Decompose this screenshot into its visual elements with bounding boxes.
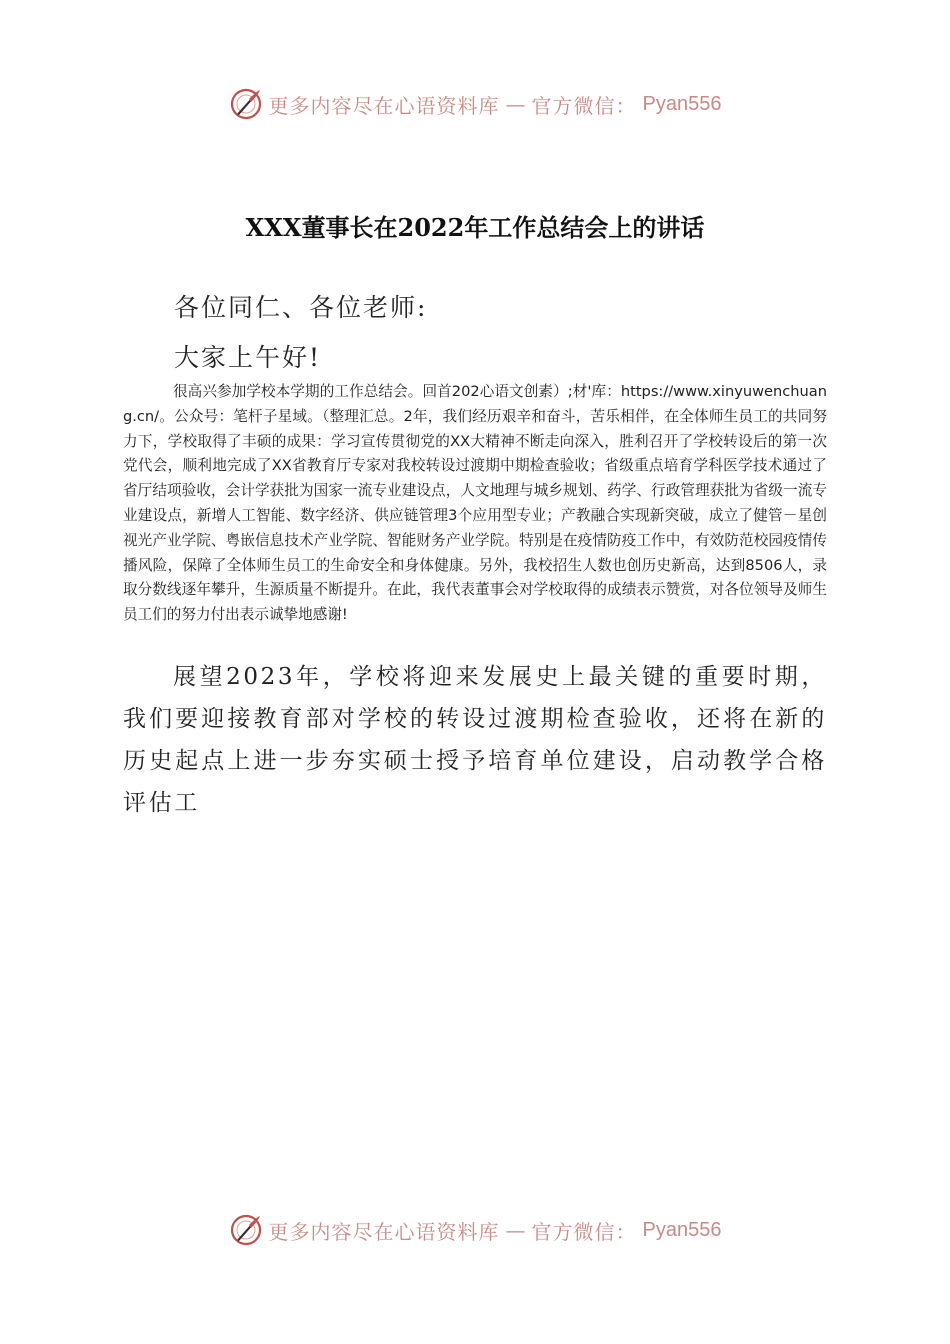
banner-separator: — [505,1218,526,1242]
quill-pen-circle-icon [229,87,263,121]
footer-banner [0,1210,950,1250]
banner-separator: — [505,92,526,116]
greeting-line-2: 大家上午好! [174,343,322,372]
banner-contact-id: Pyan556 [642,92,722,115]
banner-contact-label: 官方微信： [531,93,637,118]
quill-pen-circle-icon [229,1213,263,1247]
body-paragraph-1: 很高兴参加学校本学期的工作总结会。回首202心语文创素）;材'库：https://www.xinyuwenchuang.cn/。公众号：笔杆子星域。（整理汇总。2年，我们经历艰辛和奋斗，苦乐相伴，在全体师生员工的共同努力下，学校取得了丰硕的成果：学习宣传贯彻党的XX大精神不断走向深入，胜利召开了学校转设后的第一次党代会，顺利地完成了XX省教育厅专家对我校转设过渡期中期检查验收；省级重点培育学科医学技术通过了省厅结项验收，会计学获批为国家一流专业建设点，人文地理与城乡规划、药学、行政管理获批为省级一流专业建设点，新增人工智能、数字经济、供应链管理3个应用型专业；产教融合实现新突破，成立了健管－星创视光产业学院、粤嵌信息技术产业学院、智能财务产业学院。特别是在疫情防疫工作中，有效防范校园疫情传播风险，保障了全体师生员工的生命安全和身体健康。另外，我校招生人数也创历史新高，达到8506人，录取分数线逐年攀升，生源质量不断提升。在此，我代表董事会对学校取得的成绩表示赞赏，对各位领导及师生员工们的努力付出表示诚挚地感谢! [123,383,827,624]
header-banner [0,84,950,124]
body-paragraph-2: 展望2023年，学校将迎来发展史上最关键的重要时期，我们要迎接教育部对学校的转设过渡期检查验收，还将在新的历史起点上进一步夯实硕士授予培育单位建设，启动教学合格评估工 [123,664,827,816]
document-title: XXX董事长在2022年工作总结会上的讲话 [245,213,705,242]
greeting-line-1: 各位同仁、各位老师: [174,293,428,322]
banner-contact-label: 官方微信： [531,1219,637,1244]
banner-contact-id: Pyan556 [642,1218,722,1241]
banner-text: 更多内容尽在心语资料库 [268,1219,500,1244]
banner-text: 更多内容尽在心语资料库 [268,93,500,118]
